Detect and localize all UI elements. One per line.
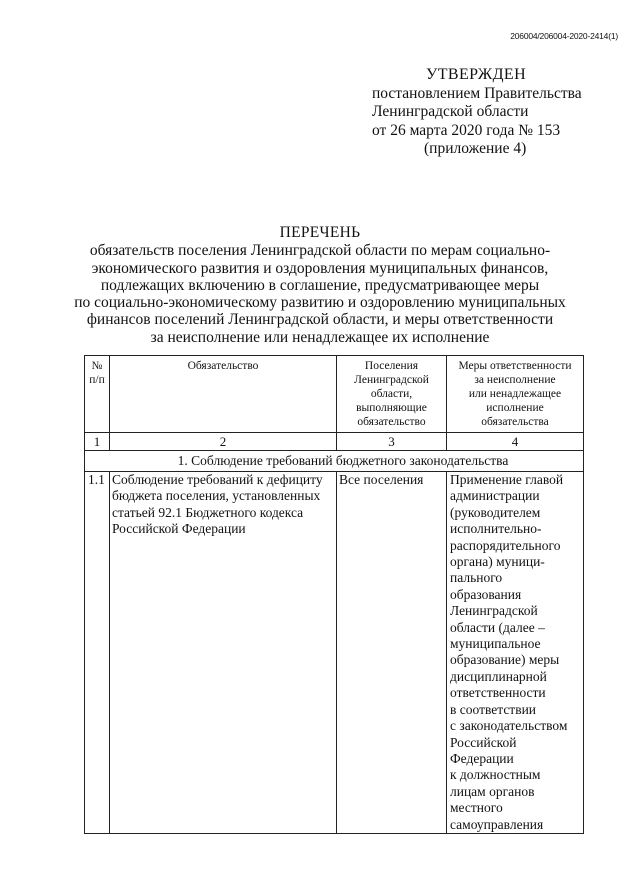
measures-line: местного [450, 800, 503, 816]
measures-line: органа) муници- [450, 554, 545, 570]
measures-line: Российской [450, 734, 517, 750]
measures-line: Применение главой [450, 472, 564, 487]
table-row [85, 472, 584, 834]
section-title: 1. Соблюдение требований бюджетного законодательства [177, 453, 509, 468]
header-num [85, 356, 110, 433]
measures-line: распорядительного [450, 537, 561, 553]
section-cell [85, 451, 584, 472]
measures-line: Федерации [450, 750, 514, 766]
measures-line: Ленинградской [450, 603, 538, 619]
column-number: 2 [110, 433, 337, 451]
approval-block [372, 66, 602, 159]
obligation-line: бюджета поселения, установленных [112, 488, 321, 504]
measures-line: администрации [450, 488, 540, 504]
heading-line: по социально-экономическому развитию и оздоровлению муниципальных [74, 294, 566, 312]
measures-line: в соответствии [450, 701, 537, 717]
heading-line: подлежащих включению в соглашение, предусматривающее меры [100, 276, 540, 294]
measures-line: исполнительно- [450, 521, 542, 537]
measures-line: образования [450, 586, 522, 602]
column-number: 4 [447, 433, 584, 451]
obligation-line: Соблюдение требований к дефициту [112, 472, 323, 487]
header-obligation [110, 356, 337, 433]
header-settlements [337, 356, 447, 433]
measures-line: области (далее – [450, 619, 545, 635]
header-obligation-line: Обязательство [187, 360, 259, 372]
obligation-line: статьей 92.1 Бюджетного кодекса [112, 504, 304, 520]
approval-line-1: постановлением Правительства [372, 84, 582, 102]
header-settlements-line: области, [370, 388, 413, 400]
header-settlements-line: обязательство [357, 416, 426, 428]
approval-line-3: от 26 марта 2020 года № 153 [372, 121, 561, 139]
header-measures-line: обязательства [481, 416, 549, 428]
document-id: 206004/206004-2020-2414(1) [510, 31, 618, 41]
document-title: ПЕРЕЧЕНЬ [279, 224, 361, 241]
measures-line: лицам органов [450, 783, 535, 799]
header-settlements-line: Ленинградской [354, 374, 429, 386]
row-measures [447, 472, 584, 834]
heading-line: экономического развития и оздоровления муниципальных финансов, [91, 259, 549, 277]
measures-line: с законодательством [450, 718, 568, 734]
row-settlements: Все поселения [337, 472, 447, 834]
document-heading [60, 224, 580, 346]
table-header-row [85, 356, 584, 433]
measures-line: самоуправления [450, 816, 544, 832]
approval-line-2: Ленинградской области [372, 103, 529, 120]
section-row [85, 451, 584, 472]
column-number-row [85, 433, 584, 451]
measures-line: муниципальное [450, 636, 541, 652]
column-number: 1 [85, 433, 110, 451]
measures-line: дисциплинарной [450, 668, 547, 684]
measures-line: образование) меры [450, 652, 560, 668]
heading-line: обязательств поселения Ленинградской области по мерам социально- [89, 242, 551, 260]
header-num-line: п/п [89, 374, 105, 386]
header-settlements-line: выполняющие [356, 402, 427, 414]
header-measures-line: Меры ответственности [458, 360, 572, 372]
approval-appendix: (приложение 4) [424, 140, 527, 157]
header-settlements-line: Поселения [364, 360, 419, 372]
column-number: 3 [337, 433, 447, 451]
obligation-line: Российской Федерации [112, 521, 246, 537]
header-num-line: № [91, 360, 103, 372]
measures-line: (руководителем [450, 504, 541, 520]
heading-line: финансов поселений Ленинградской области, и меры ответственности [86, 311, 554, 329]
row-obligation [110, 472, 337, 834]
obligations-table [84, 355, 584, 834]
header-measures [447, 356, 584, 433]
measures-line: к должностным [450, 767, 541, 783]
header-measures-line: за неисполнение [474, 374, 556, 386]
measures-line: ответственности [450, 685, 546, 701]
measures-line: пального [450, 570, 503, 586]
header-measures-line: исполнение [486, 402, 544, 414]
row-number: 1.1 [85, 472, 110, 834]
approval-title: УТВЕРЖДЕН [426, 66, 527, 83]
header-measures-line: или ненадлежащее [468, 388, 562, 400]
heading-line: за неисполнение или ненадлежащее их исполнение [150, 328, 490, 346]
